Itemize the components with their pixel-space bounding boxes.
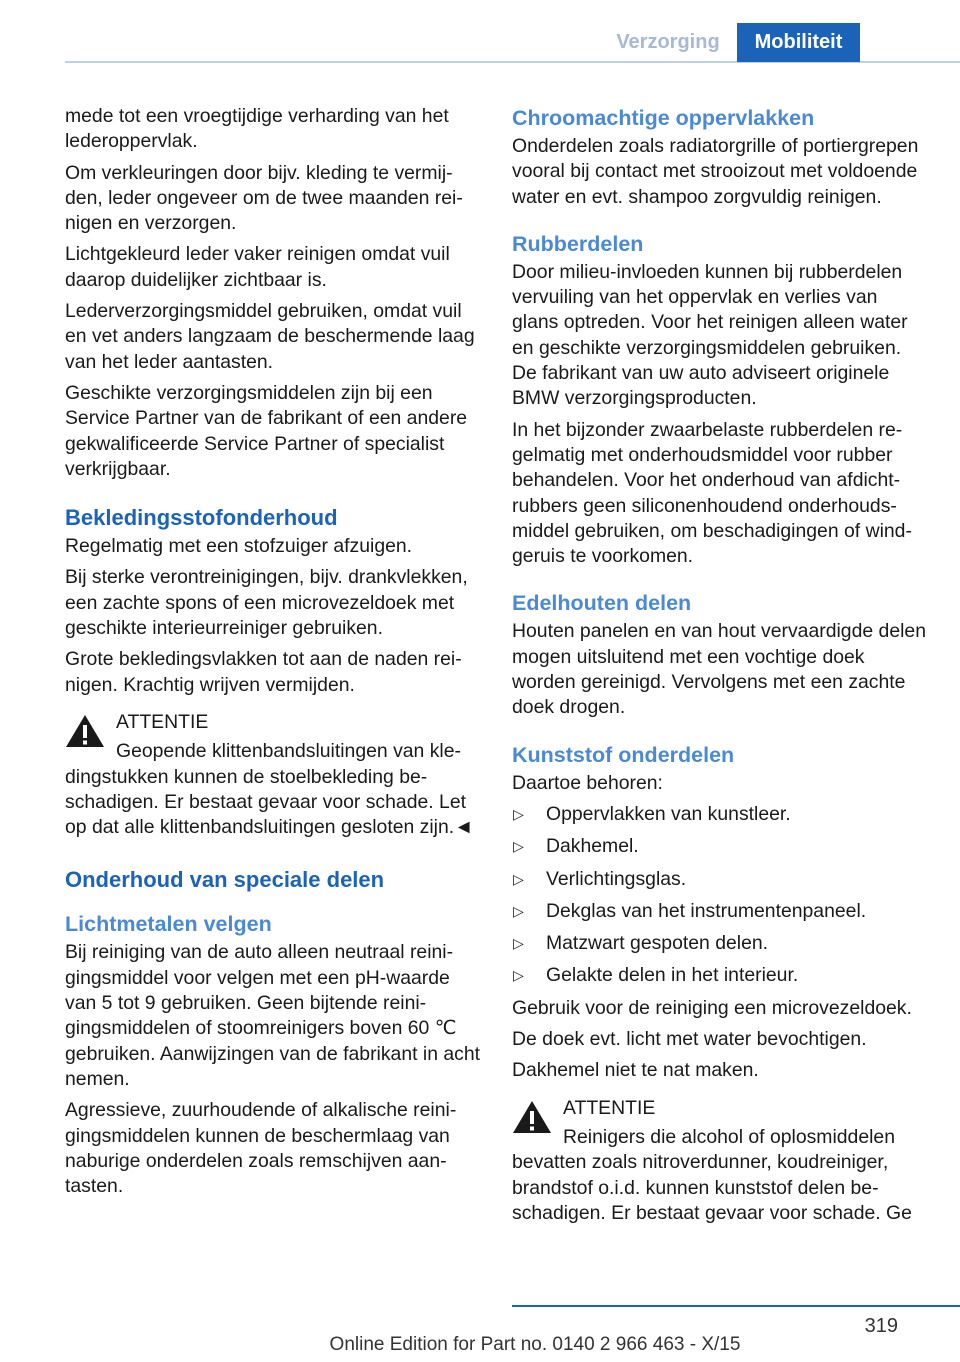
- paragraph: Door milieu-invloeden kunnen bij rubberdelen vervuiling van het oppervlak en verlies van glans optreden. Voor het reinigen alleen water en geschikte verzorgingsmiddelen gebruiken. De fabrikant van uw auto adviseert originele BMW verzorgingsproducten.: [512, 260, 908, 410]
- paragraph: Gebruik voor de reiniging een microvezeldoek.: [512, 996, 912, 1019]
- paragraph: Om verkleuringen door bijv. kleding te vermijden, leder ongeveer om de twee maanden reinigen en verzorgen.: [65, 161, 463, 235]
- heading-kunststof: Kunststof onderdelen: [512, 742, 735, 767]
- list-item: ▷ Dekglas van het instrumentenpaneel.: [512, 899, 928, 924]
- paragraph: Daartoe behoren:: [512, 771, 663, 794]
- list-item: ▷ Oppervlakken van kunstleer.: [512, 802, 928, 827]
- warning-text: Reinigers die alcohol of oplosmiddelen bevatten zoals nitroverdunner, koudreiniger, brandstof o.i.d. kunnen kunststof delen beschadigen. Er bestaat gevaar voor schade. Ge: [512, 1125, 912, 1224]
- left-column: [65, 104, 481, 1205]
- page-number: 319: [864, 1315, 898, 1337]
- warning-title: ATTENTIE: [116, 710, 209, 733]
- paragraph: mede tot een vroegtijdige verharding van het lederoppervlak.: [65, 105, 449, 153]
- warning-triangle-icon: [65, 714, 105, 748]
- triangle-right-icon: ▷: [513, 805, 524, 822]
- heading-onderhoud: Onderhoud van speciale delen: [65, 867, 385, 893]
- paragraph: De doek evt. licht met water bevochtigen.: [512, 1028, 867, 1051]
- paragraph: In het bijzonder zwaarbelaste rubberdelen regelmatig met onderhoudsmiddel voor rubber behandelen. Voor het onderhoud van afdichtrubbers geen siliconenhoudend onderhoudsmiddel gebruiken, om beschadigingen of windgeruis te voorkomen.: [512, 418, 912, 568]
- warning-title: ATTENTIE: [563, 1096, 656, 1119]
- list-item: ▷ Matzwart gespoten delen.: [512, 931, 928, 956]
- triangle-right-icon: ▷: [513, 838, 524, 855]
- paragraph: Bij reiniging van de auto alleen neutraal reinigingsmiddel voor velgen met een pH-waarde van 5 tot 9 gebruiken. Geen bijtende reinigingsmiddelen of stoomreinigers boven 60 ℃ gebruiken. Aanwijzingen van de fabrikant in acht nemen.: [65, 941, 481, 1090]
- warning-box: [65, 710, 481, 840]
- paragraph: Dakhemel niet te nat maken.: [512, 1059, 759, 1082]
- kunststof-list: [512, 802, 928, 989]
- paragraph: Lederverzorgingsmiddel gebruiken, omdat vuil en vet anders langzaam de beschermende laag van het leder aantasten.: [65, 300, 475, 373]
- triangle-right-icon: ▷: [513, 935, 524, 952]
- paragraph: Geschikte verzorgingsmiddelen zijn bij een Service Partner van de fabrikant of een andere gekwalificeerde Service Partner of specialist verkrijgbaar.: [65, 381, 468, 480]
- tab-verzorging[interactable]: Verzorging: [616, 31, 720, 53]
- heading-bekleding: Bekledingsstofonderhoud: [65, 505, 338, 531]
- edition-footer: Online Edition for Part no. 0140 2 966 463 - X/15: [329, 1334, 741, 1355]
- right-column: [512, 104, 928, 1232]
- triangle-right-icon: ▷: [513, 870, 524, 887]
- triangle-right-icon: ▷: [513, 967, 524, 984]
- footer-rule: [512, 1305, 960, 1307]
- list-item: ▷ Dakhemel.: [512, 834, 928, 859]
- paragraph: Bij sterke verontreinigingen, bijv. drankvlekken, een zachte spons of een microvezeldoek met geschikte interieurreiniger gebruiken.: [65, 566, 468, 640]
- list-item: ▷ Verlichtingsglas.: [512, 867, 928, 892]
- paragraph: Agressieve, zuurhoudende of alkalische reinigingsmiddelen kunnen de beschermlaag van naburige onderdelen zoals remschijven aantasten.: [65, 1099, 457, 1198]
- paragraph: Grote bekledingsvlakken tot aan de naden reinigen. Krachtig wrijven vermijden.: [65, 648, 462, 696]
- warning-box: [512, 1096, 928, 1226]
- triangle-right-icon: ▷: [513, 902, 524, 919]
- paragraph: Regelmatig met een stofzuiger afzuigen.: [65, 535, 413, 558]
- paragraph: Onderdelen zoals radiatorgrille of portiergrepen vooral bij contact met strooizout met voldoende water en evt. shampoo zorgvuldig reinigen.: [512, 135, 919, 208]
- list-item: ▷ Gelakte delen in het interieur.: [512, 963, 928, 988]
- paragraph: Houten panelen en van hout vervaardigde delen mogen uitsluitend met een vochtige doek worden gereinigd. Vervolgens met een zachte doek drogen.: [512, 620, 926, 719]
- warning-triangle-icon: [512, 1100, 552, 1134]
- heading-edelhout: Edelhouten delen: [512, 591, 692, 616]
- heading-rubber: Rubberdelen: [512, 231, 644, 256]
- tab-mobiliteit[interactable]: Mobiliteit: [737, 23, 860, 62]
- paragraph: Lichtgekleurd leder vaker reinigen omdat vuil daarop duidelijker zichtbaar is.: [65, 243, 450, 291]
- heading-chroom: Chroomachtige oppervlakken: [512, 106, 815, 130]
- heading-lichtmetalen: Lichtmetalen velgen: [65, 912, 272, 937]
- warning-text: Geopende klittenbandsluitingen van kledingstukken kunnen de stoelbekleding beschadigen. Er bestaat gevaar voor schade. Let op dat alle klittenbandsluitingen gesloten zijn.◄: [65, 740, 474, 839]
